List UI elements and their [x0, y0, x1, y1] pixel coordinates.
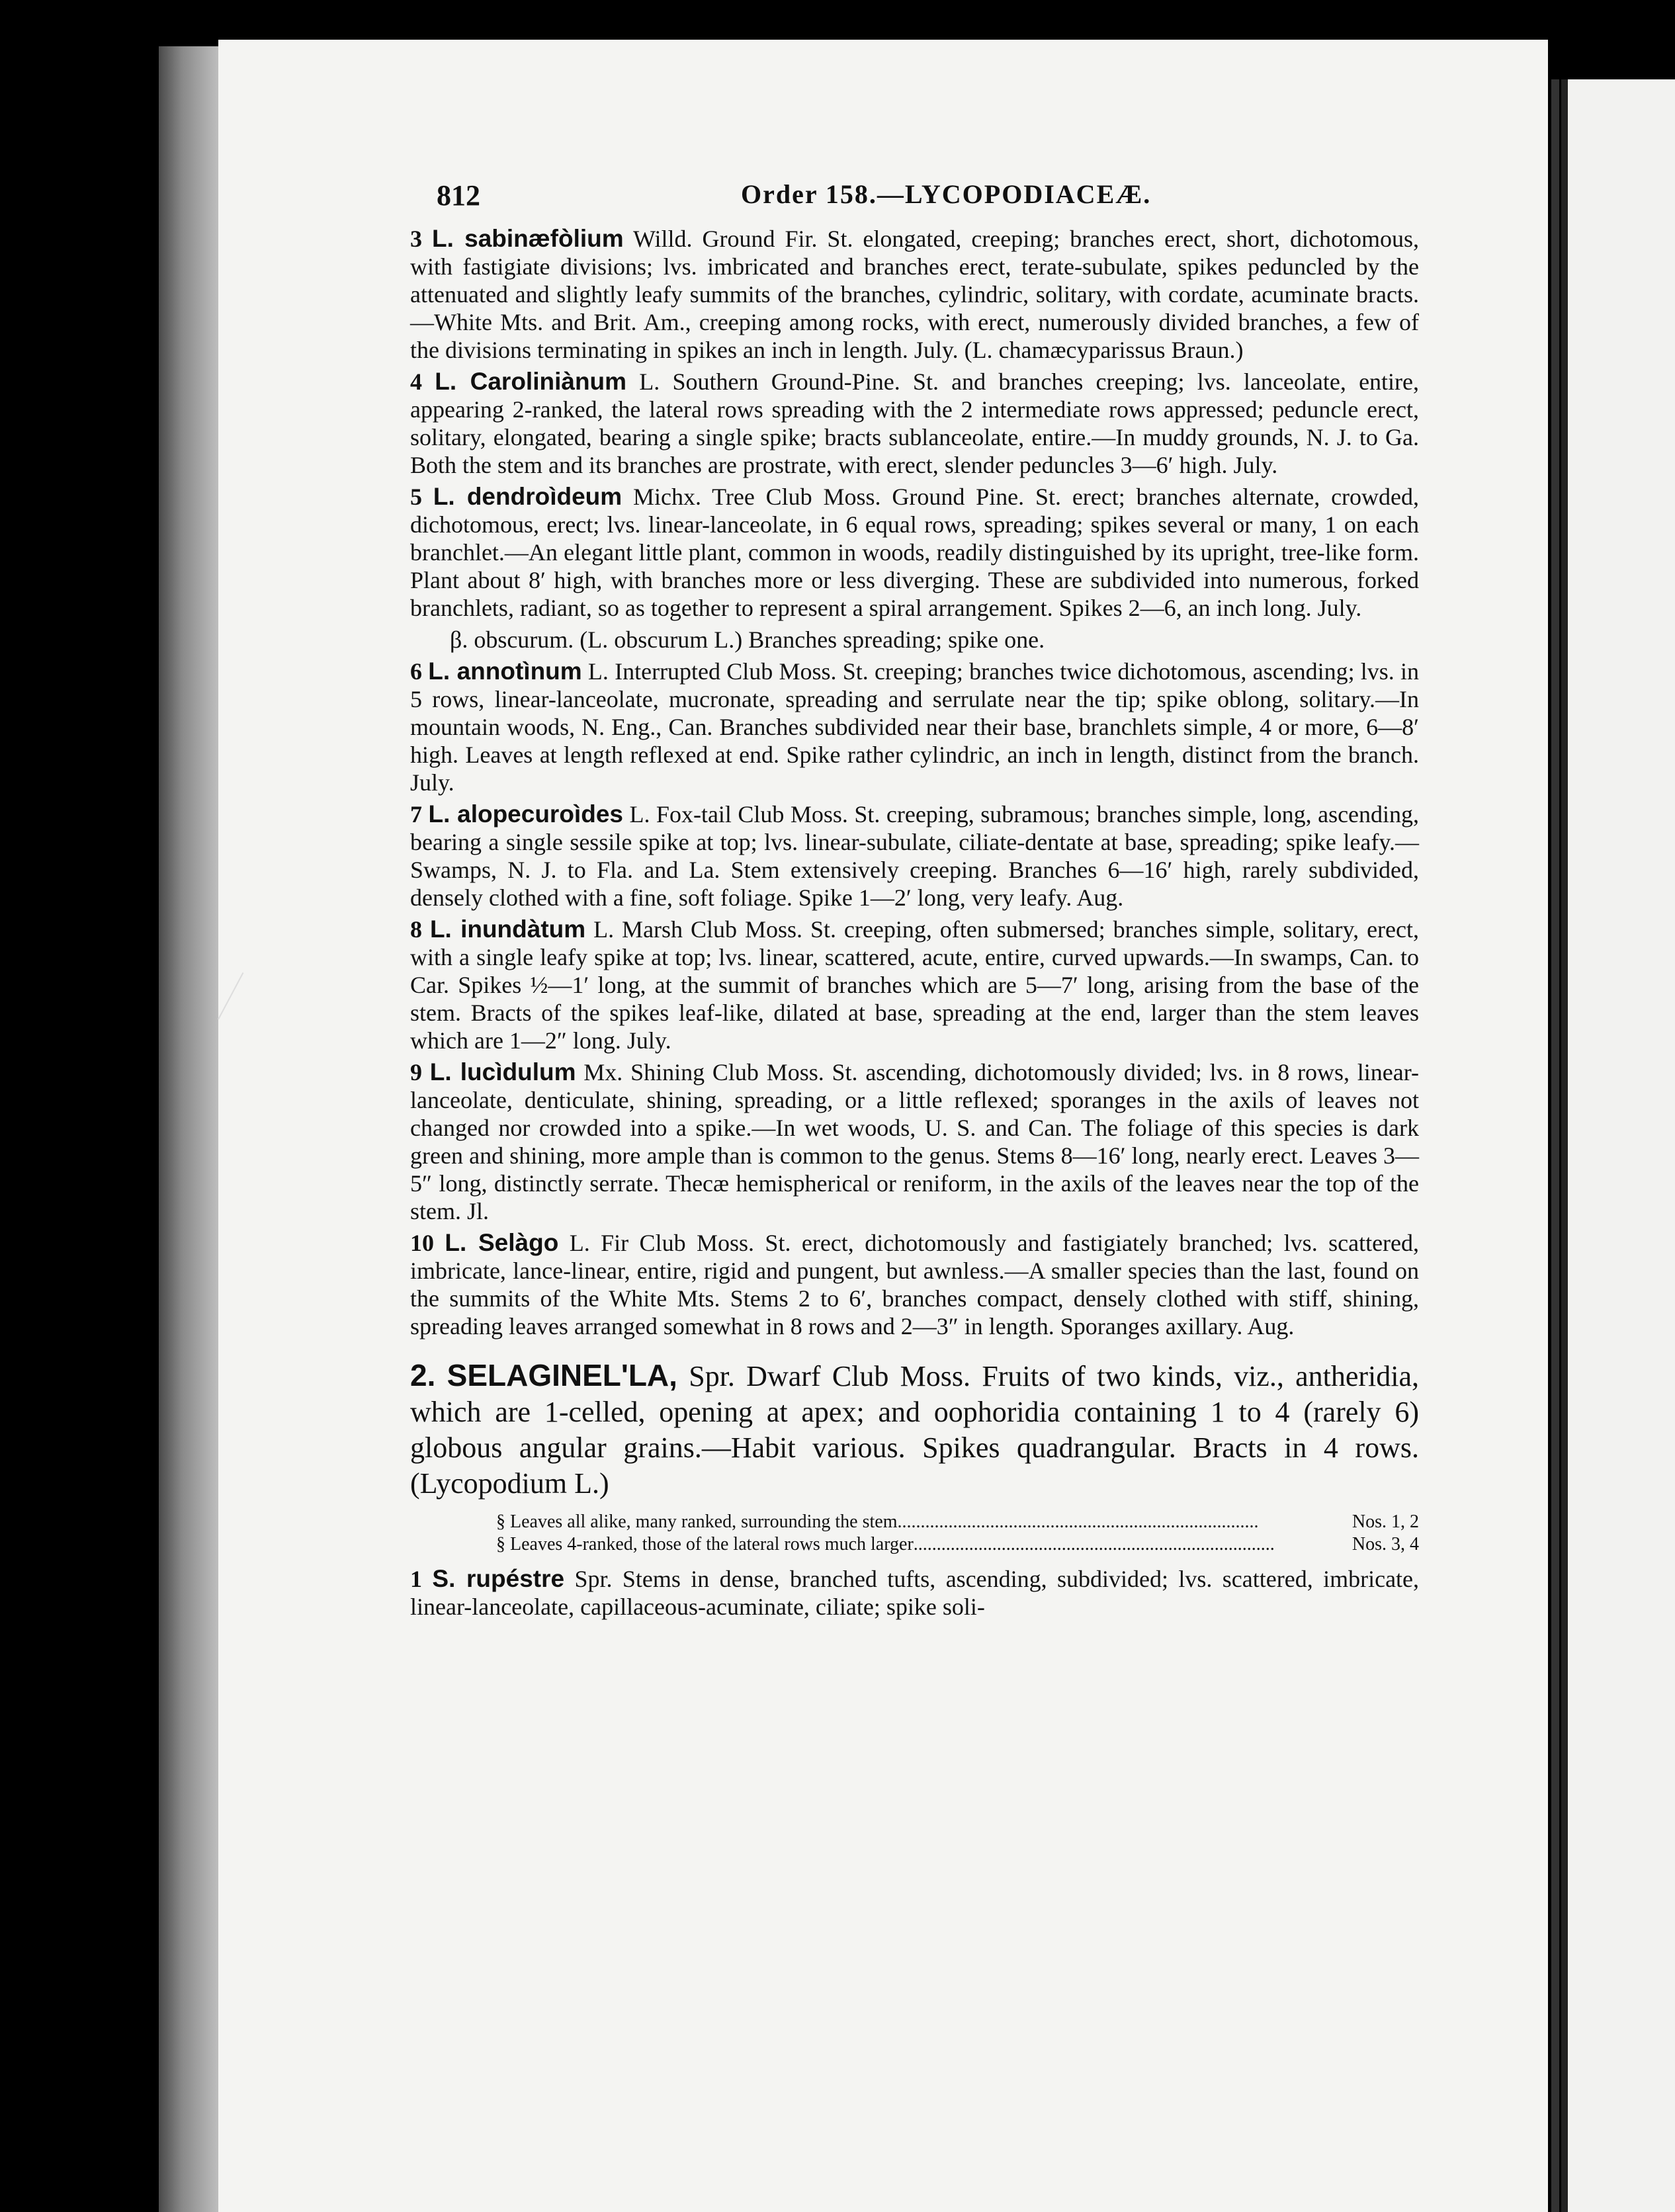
entry-number: 10	[410, 1230, 434, 1256]
running-header	[410, 165, 1419, 225]
genus-entry	[410, 1357, 1419, 1502]
species-name: L. dendroìdeum	[433, 483, 623, 510]
species-entry	[410, 1058, 1419, 1225]
scan-crack	[218, 972, 243, 1020]
species-entry	[410, 368, 1419, 479]
species-entry	[410, 915, 1419, 1054]
facing-page	[1561, 79, 1675, 2212]
species-description: L. Fir Club Moss. St. erect, dichotomously and fastigiately branched; lvs. scattered, imbricate, lance-linear, entire, rigid and pungent, but awnless.—A smaller species than the last, found on the summits of the White Mts. Stems 2 to 6′, branches compact, densely clothed with stiff, shining, spreading leaves arranged somewhat in 8 rows and 2—3″ in length. Sporanges axillary. Aug.	[410, 1230, 1420, 1340]
species-name: L. lucìdulum	[429, 1058, 576, 1085]
leader-dots: ..............................................................................	[913, 1534, 1275, 1554]
key-numbers: Nos. 1, 2	[1352, 1511, 1419, 1532]
entry-number: 8	[410, 916, 422, 943]
key-label: § Leaves 4-ranked, those of the lateral rows much larger	[496, 1534, 914, 1554]
variety-entry	[410, 626, 1419, 654]
entry-number: 3	[410, 226, 422, 252]
species-description: L. Fox-tail Club Moss. St. creeping, subramous; branches simple, long, ascending, bearing a single sessile spike at top; lvs. linear-subulate, ciliate-dentate at base, spreading; spike leafy.—Swamps, N. J. to Fla. and La. Stem extensively creeping. Branches 6—16′ high, rarely subdivided, densely clothed with a fine, soft foliage. Spike 1—2′ long, very leafy. Aug.	[410, 801, 1420, 911]
species-description: Michx. Tree Club Moss. Ground Pine. St. erect; branches alternate, crowded, dichotomous, erect; lvs. linear-lanceolate, in 6 equal rows, spreading; spikes several or many, 1 on each branchlet.—An elegant little plant, common in woods, readily distinguished by its upright, tree-like form. Plant about 8′ high, with branches more or less diverging. These are subdivided into numerous, forked branchlets, radiant, so as together to represent a spiral arrangement. Spikes 2—6, an inch long. July.	[410, 484, 1420, 621]
entry-number: 7	[410, 801, 422, 828]
species-description: L. Southern Ground-Pine. St. and branches creeping; lvs. lanceolate, entire, appearing 2-ranked, the lateral rows spreading with the 2 intermediate rows appressed; peduncle erect, solitary, elongated, bearing a single spike; bracts sublanceolate, entire.—In muddy grounds, N. J. to Ga. Both the stem and its branches are prostrate, with erect, slender peduncles 3—6′ high. July.	[410, 368, 1420, 478]
entry-number: 1	[410, 1566, 422, 1592]
species-name: L. annotìnum	[428, 658, 582, 685]
page-title: Order 158.—LYCOPODIACEÆ.	[741, 179, 1152, 209]
species-entry	[410, 800, 1419, 912]
species-name: S. rupéstre	[432, 1565, 565, 1592]
entry-number: 4	[410, 368, 422, 395]
species-description: Mx. Shining Club Moss. St. ascending, dichotomously divided; lvs. in 8 rows, linear-lanceolate, denticulate, shining, spreading, or a little reflexed; sporanges in the axils of leaves not changed nor crowded into a spike.—In wet woods, U. S. and Can. The foliage of this species is dark green and shining, more ample than is common to the genus. Stems 8—16′ long, nearly erect. Leaves 3—5″ long, distinctly serrate. Thecæ hemispherical or reniform, in the axils of the leaves near the top of the stem. Jl.	[410, 1059, 1419, 1224]
variety-description: β. obscurum. (L. obscurum L.) Branches spreading; spike one.	[450, 626, 1045, 653]
genus-description: Spr. Dwarf Club Moss. Fruits of two kinds, viz., antheridia, which are 1-celled, opening at apex; and oophoridia containing 1 to 4 (rarely 6) globous angular grains.—Habit various. Spikes quadrangular. Bracts in 4 rows. (Lycopodium L.)	[410, 1360, 1420, 1500]
genus-number: 2.	[410, 1358, 436, 1392]
entry-number: 5	[410, 484, 422, 510]
entry-number: 6	[410, 658, 422, 685]
leader-dots: ..............................................................................	[897, 1511, 1259, 1532]
species-name: L. inundàtum	[429, 915, 586, 943]
key-numbers: Nos. 3, 4	[1352, 1534, 1419, 1554]
species-name: L. alopecuroìdes	[428, 800, 623, 828]
species-description: Spr. Stems in dense, branched tufts, ascending, subdivided; lvs. scattered, imbricate, linear-lanceolate, capillaceous-acuminate, ciliate; spike soli-	[410, 1566, 1420, 1620]
page-gutter	[1551, 79, 1559, 2212]
page-content	[410, 165, 1419, 1625]
species-description: L. Interrupted Club Moss. St. creeping; branches twice dichotomous, ascending; lvs. in 5 rows, linear-lanceolate, mucronate, spreading and serrulate near the tip; spike oblong, solitary.—In mountain woods, N. Eng., Can. Branches subdivided near their base, branchlets simple, 4 or more, 6—8′ high. Leaves at length reflexed at end. Spike rather cylindric, an inch in length, distinct from the branch. July.	[410, 658, 1420, 796]
species-name: L. Selàgo	[445, 1229, 559, 1256]
entry-number: 9	[410, 1059, 422, 1085]
species-entry	[410, 225, 1419, 364]
page-number: 812	[437, 179, 480, 212]
genus-name: SELAGINEL'LA,	[447, 1358, 677, 1392]
species-name: L. sabinæfòlium	[431, 225, 624, 252]
species-name: L. Caroliniànum	[435, 368, 627, 395]
species-entry	[410, 1565, 1419, 1621]
species-entry	[410, 1229, 1419, 1340]
key-line	[410, 1533, 1419, 1556]
species-entry	[410, 658, 1419, 796]
species-description: Willd. Ground Fir. St. elongated, creeping; branches erect, short, dichotomous, with fastigiate divisions; lvs. imbricated and branches erect, terate-subulate, spikes peduncled by the attenuated and slightly leafy summits of the branches, cylindric, solitary, with cordate, acuminate bracts.—White Mts. and Brit. Am., creeping among rocks, with erect, numerously divided branches, a few of the divisions terminating in spikes an inch in length. July. (L. chamæcyparissus Braun.)	[410, 226, 1419, 363]
species-description: L. Marsh Club Moss. St. creeping, often submersed; branches simple, solitary, erect, with a single leafy spike at top; lvs. linear, scattered, acute, entire, curved upwards.—In swamps, Can. to Car. Spikes ½—1′ long, at the summit of branches which are 5—7′ long, arising from the base of the stem. Bracts of the spikes leaf-like, dilated at base, spreading at the end, larger than the stem leaves which are 1—2″ long. July.	[410, 916, 1419, 1054]
key-label: § Leaves all alike, many ranked, surrounding the stem	[496, 1511, 898, 1532]
species-entry	[410, 483, 1419, 622]
key-line	[410, 1511, 1419, 1533]
